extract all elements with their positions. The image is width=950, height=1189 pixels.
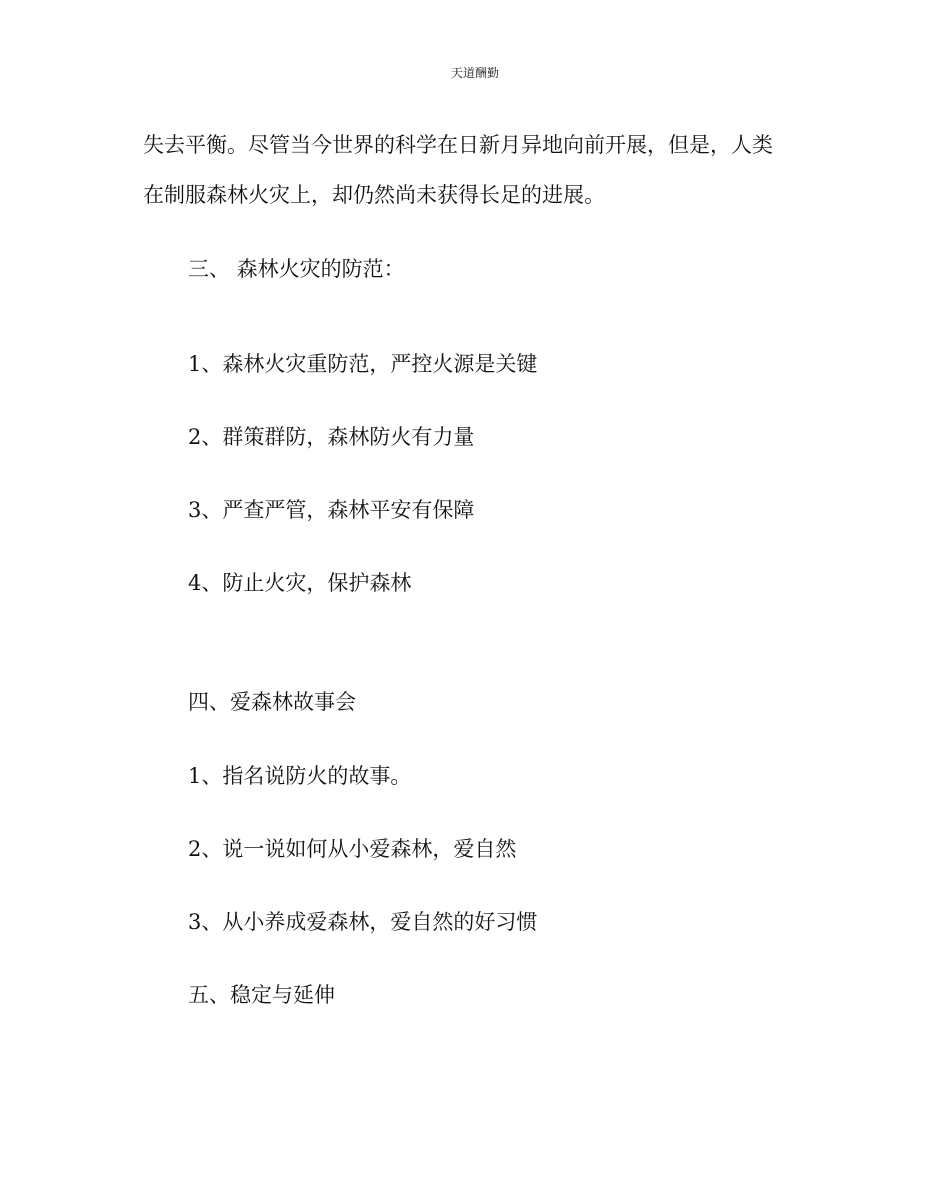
section-5-heading: 五、稳定与延伸 bbox=[188, 983, 335, 1007]
section-3-item-3: 3、严查严管，森林平安有保障 bbox=[188, 498, 475, 522]
section-4-item-3: 3、从小养成爱森林，爱自然的好习惯 bbox=[188, 910, 538, 934]
page-header: 天道酬勤 bbox=[450, 66, 499, 80]
paragraph-line-2: 在制服森林火灾上，却仍然尚未获得长足的进展。 bbox=[143, 183, 605, 207]
section-4-item-2: 2、说一说如何从小爱森林，爱自然 bbox=[188, 837, 517, 861]
paragraph-line-1: 失去平衡。尽管当今世界的科学在日新月异地向前开展，但是，人类 bbox=[143, 133, 773, 157]
section-3-item-1: 1、森林火灾重防范，严控火源是关键 bbox=[188, 352, 538, 376]
section-3-item-4: 4、防止火灾，保护森林 bbox=[188, 571, 412, 595]
section-4-heading: 四、爱森林故事会 bbox=[188, 690, 356, 714]
section-4-item-1: 1、指名说防火的故事。 bbox=[188, 764, 412, 788]
section-3-item-2: 2、群策群防，森林防火有力量 bbox=[188, 425, 475, 449]
section-3-heading: 三、 森林火灾的防范： bbox=[188, 257, 405, 281]
